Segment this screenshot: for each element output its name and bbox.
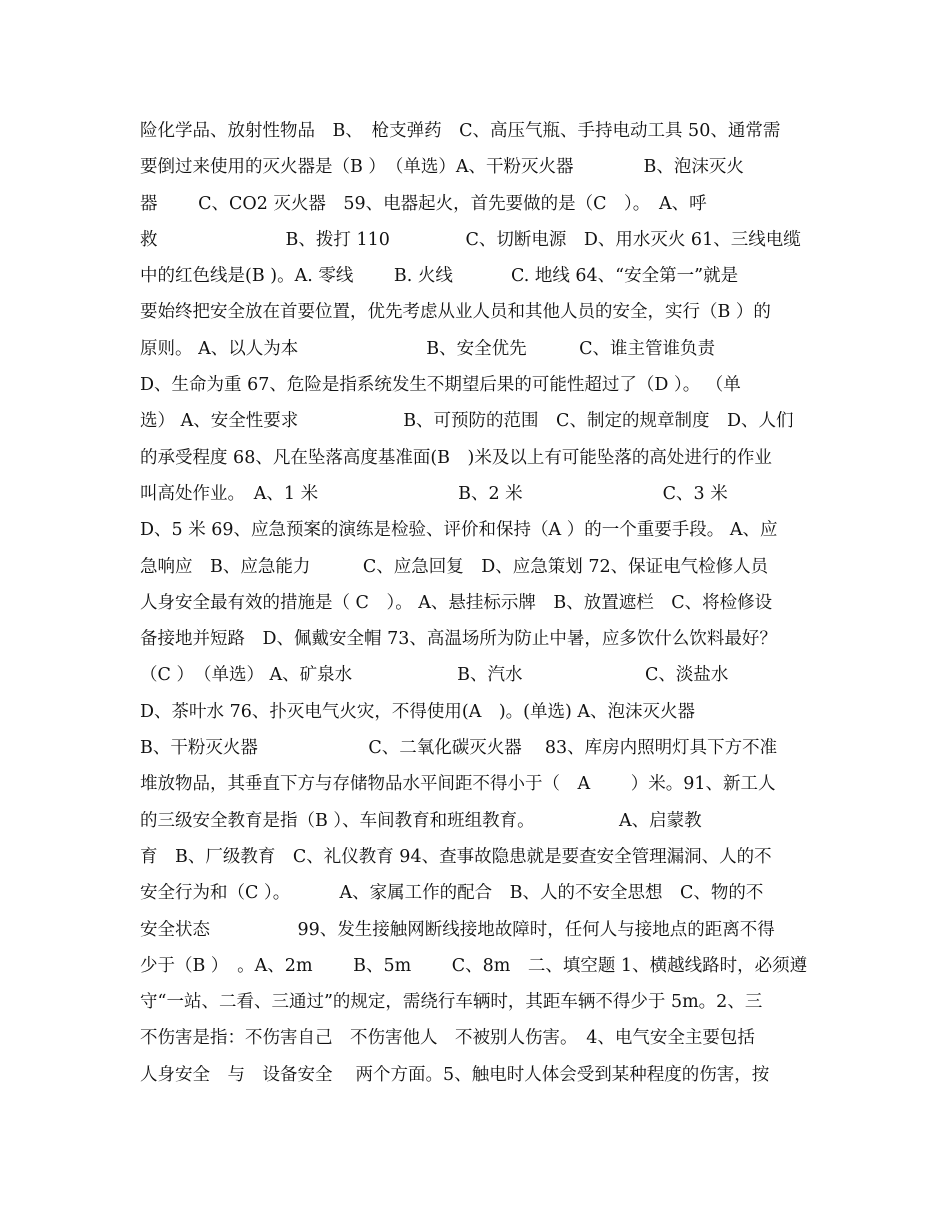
text-line: 的三级安全教育是指（B ）、车间教育和班组教育。 A、启蒙教: [140, 810, 702, 831]
text-line: 要倒过来使用的灭火器是（B ） （单选）A、干粉灭火器 B、泡沫灭火: [140, 157, 744, 178]
text-line: 不伤害是指：不伤害自己 不伤害他人 不被别人伤害。 4、电气安全主要包括: [140, 1028, 755, 1049]
text-line: 备接地并短路 D、佩戴安全帽 73、高温场所为防止中暑，应多饮什么饮料最好？: [140, 629, 777, 650]
text-line: 少于（B ） 。A、2m B、5m C、8m 二、填空题 1、横越线路时，必须遵: [140, 955, 808, 976]
text-line: （C ） （单选） A、矿泉水 B、汽水 C、淡盐水: [140, 665, 729, 686]
text-line: 育 B、厂级教育 C、礼仪教育 94、查事故隐患就是要查安全管理漏洞、人的不: [140, 846, 772, 867]
text-line: 险化学品、放射性物品 B、 枪支弹药 C、高压气瓶、手持电动工具 50、通常需: [140, 121, 781, 141]
text-line: 救 B、拨打 110 C、切断电源 D、用水灭火 61、三线电缆: [140, 229, 801, 250]
text-line: B、干粉灭火器 C、二氧化碳灭火器 83、库房内照明灯具下方不准: [140, 738, 778, 759]
text-line: 叫高处作业。 A、1 米 B、2 米 C、3 米: [140, 483, 728, 504]
text-line: 急响应 B、应急能力 C、应急回复 D、应急策划 72、保证电气检修人员: [140, 556, 769, 577]
text-line: 人身安全最有效的措施是（ C ）。 A、悬挂标示牌 B、放置遮栏 C、将检修设: [140, 592, 773, 613]
text-line: 安全行为和（C ）。 A、家属工作的配合 B、人的不安全思想 C、物的不: [140, 883, 764, 904]
text-line: 要始终把安全放在首要位置，优先考虑从业人员和其他人员的安全，实行（B ）的: [140, 302, 771, 323]
text-line: 人身安全 与 设备安全 两个方面。5、触电时人体会受到某种程度的伤害，按: [140, 1064, 770, 1085]
text-line: D、茶叶水 76、扑灭电气火灾，不得使用(A )。(单选) A、泡沫灭火器: [140, 701, 696, 722]
text-line: 原则。 A、以人为本 B、安全优先 C、谁主管谁负责: [140, 338, 716, 359]
text-line: 安全状态 99、发生接触网断线接地故障时，任何人与接地点的距离不得: [140, 919, 775, 940]
text-line: 器 C、CO2 灭火器 59、电器起火，首先要做的是（C ）。 A、呼: [140, 193, 707, 214]
text-line: D、生命为重 67、危险是指系统发生不期望后果的可能性超过了（D ）。 （单: [140, 375, 741, 396]
document-body-text: [140, 113, 812, 1093]
text-line: 堆放物品，其垂直下方与存储物品水平间距不得小于（ A ）米。91、新工人: [140, 774, 776, 795]
text-line: 选） A、安全性要求 B、可预防的范围 C、制定的规章制度 D、人们: [140, 411, 794, 432]
text-line: 守“一站、二看、三通过”的规定，需绕行车辆时，其距车辆不得少于 5m。2、三: [140, 992, 763, 1013]
text-line: 中的红色线是(B )。A. 零线 B. 火线 C. 地线 64、“安全第一”就是: [140, 266, 739, 287]
text-line: D、5 米 69、应急预案的演练是检验、评价和保持（A ）的一个重要手段。 A、应: [140, 520, 778, 541]
text-line: 的承受程度 68、凡在坠落高度基准面(B )米及以上有可能坠落的高处进行的作业: [140, 447, 772, 468]
